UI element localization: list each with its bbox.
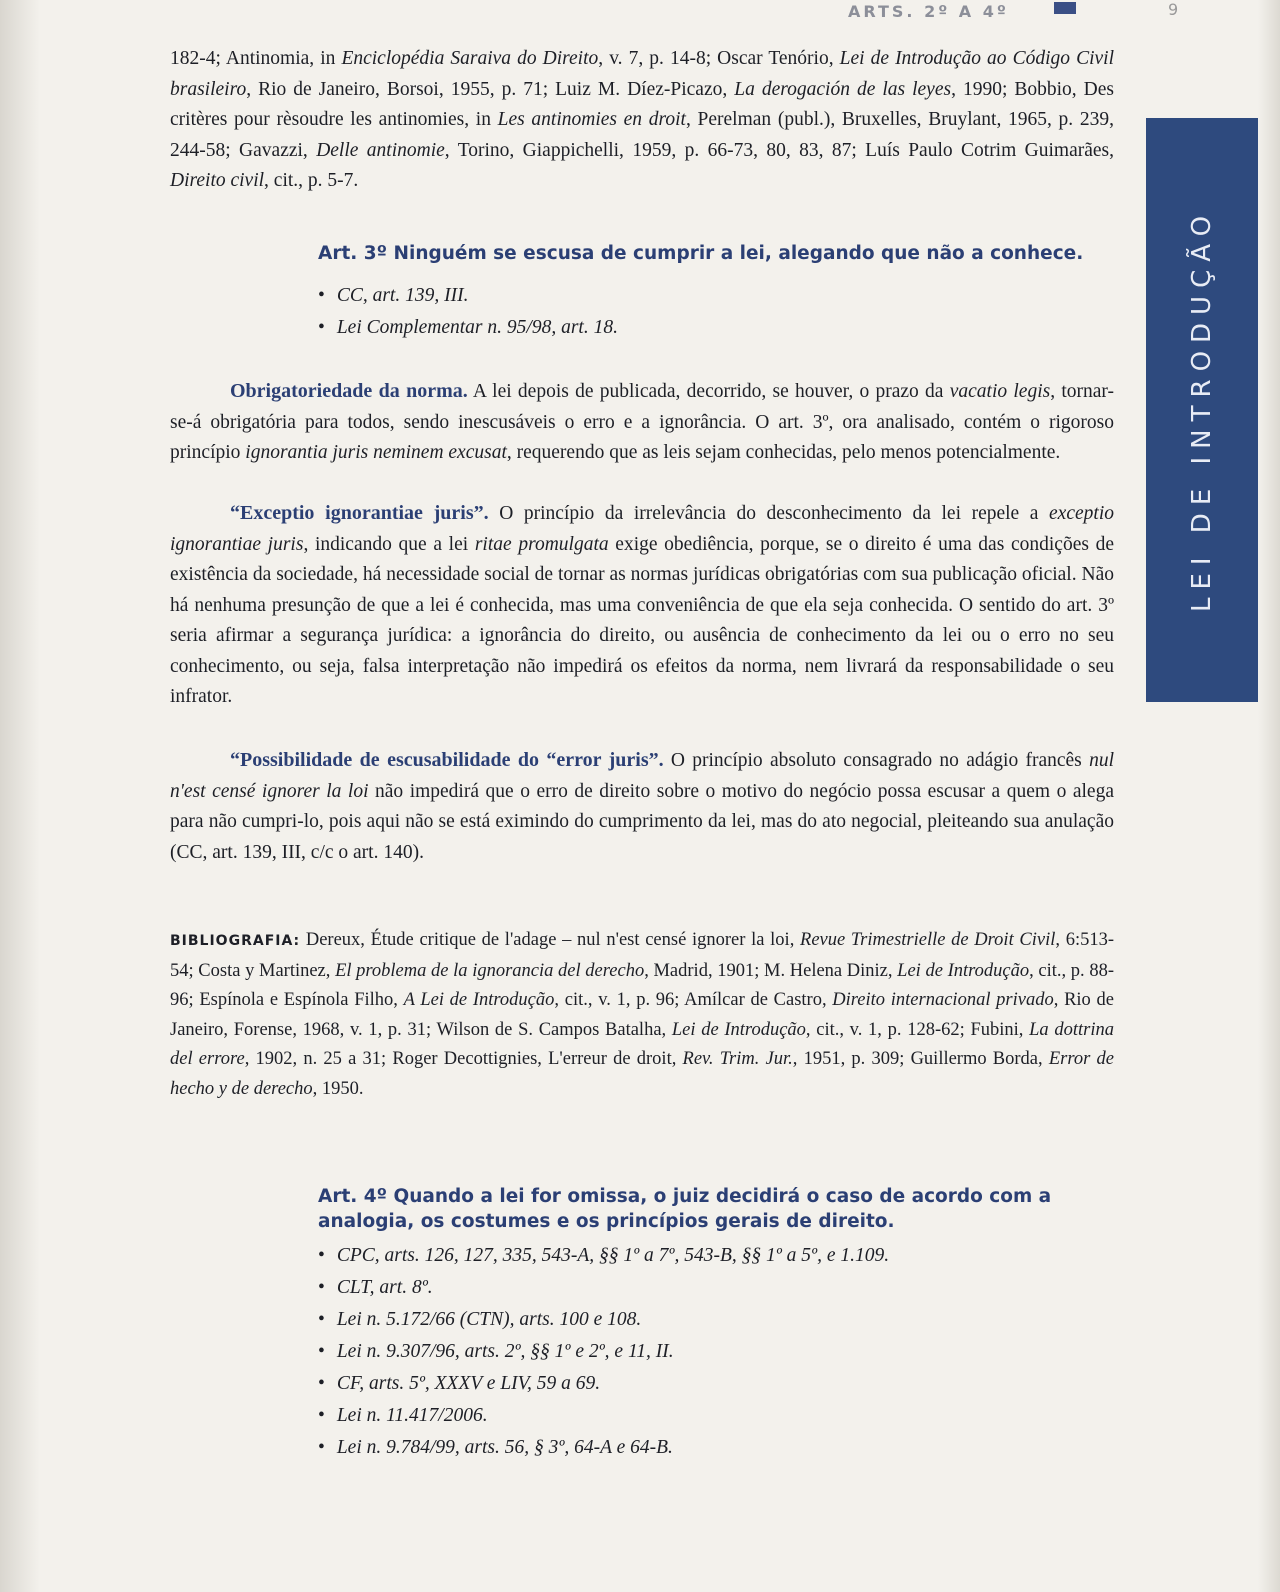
citation-item: • CPC, arts. 126, 127, 335, 543-A, §§ 1º a 7º, 543-B, §§ 1º a 5º, e 1.109. bbox=[318, 1240, 889, 1272]
citation-item: • CC, art. 139, III. bbox=[318, 280, 618, 312]
bibliography: BIBLIOGRAFIA: Dereux, Étude critique de l'adage – nul n'est censé ignorer la loi, Revue Trimestrielle de Droit Civil, 6:513-54; Costa y Martinez, El problema de la ignorancia del derecho, Madrid, 1901; M. Helena Diniz, Lei de Introdução, cit., p. 88-96; Espínola e Espínola Filho, A Lei de Introdução, cit., v. 1, p. 96; Amílcar de Castro, Direito internacional privado, Rio de Janeiro, Forense, 1968, v. 1, p. 31; Wilson de S. Campos Batalha, Lei de Introdução, cit., v. 1, p. 128-62; Fubini, La dottrina del errore, 1902, n. 25 a 31; Roger Decottignies, L'erreur de droit, Rev. Trim. Jur., 1951, p. 309; Guillermo Borda, Error de hecho y de derecho, 1950. bbox=[170, 930, 1114, 1099]
top-reference-paragraph: 182-4; Antinomia, in Enciclopédia Saraiva do Direito, v. 7, p. 14-8; Oscar Tenório, Lei de Introdução ao Código Civil brasileiro, Rio de Janeiro, Borsoi, 1955, p. 71; Luiz M. Díez-Picazo, La derogación de las leyes, 1990; Bobbio, Des critères pour rèsoudre les antinomies, in Les antinomies en droit, Perelman (publ.), Bruxelles, Bruylant, 1965, p. 239, 244-58; Gavazzi, Delle antinomie, Torino, Giappichelli, 1959, p. 66-73, 80, 83, 87; Luís Paulo Cotrim Guimarães, Direito civil, cit., p. 5-7. bbox=[170, 48, 1114, 191]
article-3-heading: Art. 3º Ninguém se escusa de cumprir a lei, alegando que não a conhece. bbox=[318, 243, 1084, 264]
section-exceptio: “Exceptio ignorantiae juris”. O princípio da irrelevância do desconhecimento da lei repele a exceptio ignorantiae juris, indicando que a lei ritae promulgata exige obediência, porque, se o direito é uma das condições de existência da sociedade, há necessidade social de tornar as normas jurídicas obrigatórias com sua publicação oficial. Não há nenhuma presunção de que a lei é conhecida, mas uma conveniência de que ela seja conhecida. O sentido do art. 3º seria afirmar a segurança jurídica: a ignorância do direito, ou ausência de conhecimento da lei ou o erro no seu conhecimento, ou seja, falsa interpretação não impedirá os efeitos da norma, nem livrará da responsabilidade o seu infrator. bbox=[170, 502, 1115, 707]
article-3-citations bbox=[318, 280, 618, 344]
citation-item: • Lei Complementar n. 95/98, art. 18. bbox=[318, 312, 618, 344]
chapter-side-tab-label: LEI DE INTRODUÇÃO bbox=[1187, 207, 1217, 613]
article-4-heading: Art. 4º Quando a lei for omissa, o juiz decidirá o caso de acordo com a analogia, os costumes e os princípios gerais de direito. bbox=[318, 1186, 1052, 1232]
chapter-side-tab bbox=[1146, 118, 1258, 702]
bibliography-label: BIBLIOGRAFIA: bbox=[170, 933, 301, 949]
section-title: “Exceptio ignorantiae juris”. bbox=[230, 502, 489, 524]
citation-item: • Lei n. 9.307/96, arts. 2º, §§ 1º e 2º, e 11, II. bbox=[318, 1336, 889, 1368]
section-title: “Possibilidade de escusabilidade do “error juris”. bbox=[230, 749, 664, 771]
citation-item: • CF, arts. 5º, XXXV e LIV, 59 a 69. bbox=[318, 1368, 889, 1400]
running-head: ARTS. 2º A 4º bbox=[848, 2, 1009, 21]
page-edge bbox=[1258, 0, 1280, 1592]
page-number: 9 bbox=[1168, 0, 1179, 19]
citation-item: • Lei n. 5.172/66 (CTN), arts. 100 e 108. bbox=[318, 1304, 889, 1336]
section-error-juris: “Possibilidade de escusabilidade do “error juris”. O princípio absoluto consagrado no adágio francês nul n'est censé ignorer la loi não impedirá que o erro de direito sobre o motivo do negócio possa escusar a quem o alega para não cumpri-lo, pois aqui não se está eximindo do cumprimento da lei, mas do ato negocial, pleiteando sua anulação (CC, art. 139, III, c/c o art. 140). bbox=[170, 749, 1114, 863]
citation-item: • Lei n. 9.784/99, arts. 56, § 3º, 64-A e 64-B. bbox=[318, 1432, 889, 1464]
article-4-citations bbox=[318, 1240, 889, 1464]
citation-item: • CLT, art. 8º. bbox=[318, 1272, 889, 1304]
page-gutter-shadow bbox=[0, 0, 40, 1592]
citation-item: • Lei n. 11.417/2006. bbox=[318, 1400, 889, 1432]
running-head-marker bbox=[1054, 2, 1076, 14]
section-obrigatoriedade: Obrigatoriedade da norma. A lei depois de publicada, decorrido, se houver, o prazo da vacatio legis, tornar-se-á obrigatória para todos, sendo inescusáveis o erro e a ignorância. O art. 3º, ora analisado, contém o rigoroso princípio ignorantia juris neminem excusat, requerendo que as leis sejam conhecidas, pelo menos potencialmente. bbox=[170, 380, 1114, 463]
section-title: Obrigatoriedade da norma. bbox=[230, 380, 468, 402]
